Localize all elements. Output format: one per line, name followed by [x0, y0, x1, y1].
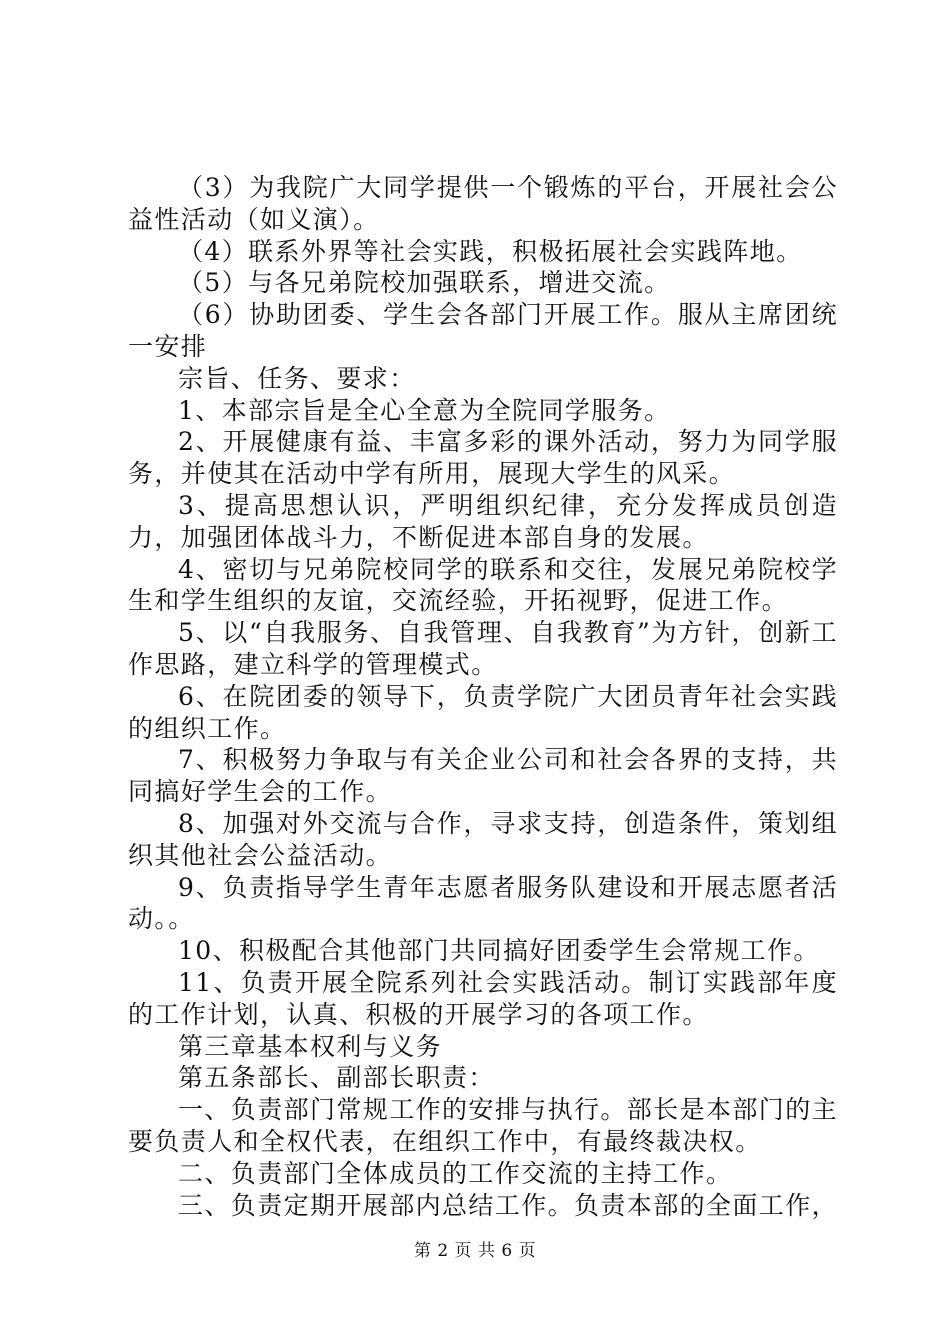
paragraph: 二、负责部门全体成员的工作交流的主持工作。: [178, 1158, 733, 1188]
chapter-heading: 第三章基本权利与义务: [178, 1031, 443, 1061]
paragraph: （4）联系外界等社会实践，积极拓展社会实践阵地。: [178, 236, 803, 266]
paragraph: 1、本部宗旨是全心全意为全院同学服务。: [178, 395, 671, 425]
paragraph: 6、在院团委的领导下，负责学院广大团员青年社会实践的组织工作。: [128, 681, 838, 743]
paragraph: 宗旨、任务、要求：: [178, 363, 416, 393]
paragraph: 3、提高思想认识，严明组织纪律，充分发挥成员创造力，加强团体战斗力，不断促进本部自身的发展。: [128, 490, 838, 552]
paragraph: 三、负责定期开展部内总结工作。负责本部的全面工作，: [178, 1190, 839, 1220]
paragraph: （5）与各兄弟院校加强联系，增进交流。: [178, 268, 671, 298]
page-number-footer: 第 2 页 共 6 页: [413, 1241, 537, 1261]
section-heading: 第五条部长、副部长职责：: [178, 1063, 495, 1093]
paragraph: 10、积极配合其他部门共同搞好团委学生会常规工作。: [178, 936, 820, 966]
document-body: [128, 172, 838, 1221]
paragraph: 8、加强对外交流与合作，寻求支持，创造条件，策划组织其他社会公益活动。: [128, 808, 838, 870]
paragraph: （6）协助团委、学生会各部门开展工作。服从主席团统一安排: [128, 300, 838, 361]
paragraph: 2、开展健康有益、丰富多彩的课外活动，努力为同学服务，并使其在活动中学有所用，展现大学生的风采。: [128, 427, 838, 489]
paragraph: 7、积极努力争取与有关企业公司和社会各界的支持，共同搞好学生会的工作。: [128, 745, 838, 807]
paragraph: （3）为我院广大同学提供一个锻炼的平台，开展社会公益性活动（如义演）。: [128, 173, 838, 234]
paragraph: 9、负责指导学生青年志愿者服务队建设和开展志愿者活动。。: [128, 872, 838, 934]
paragraph: 一、负责部门常规工作的安排与执行。部长是本部门的主要负责人和全权代表，在组织工作中，有最终裁决权。: [128, 1095, 839, 1156]
paragraph: 11、负责开展全院系列社会实践活动。制订实践部年度的工作计划，认真、积极的开展学习的各项工作。: [128, 967, 838, 1029]
paragraph: 5、以“自我服务、自我管理、自我教育”为方针，创新工作思路，建立科学的管理模式。: [128, 618, 838, 679]
paragraph: 4、密切与兄弟院校同学的联系和交往，发展兄弟院校学生和学生组织的友谊，交流经验，开拓视野，促进工作。: [128, 554, 838, 616]
